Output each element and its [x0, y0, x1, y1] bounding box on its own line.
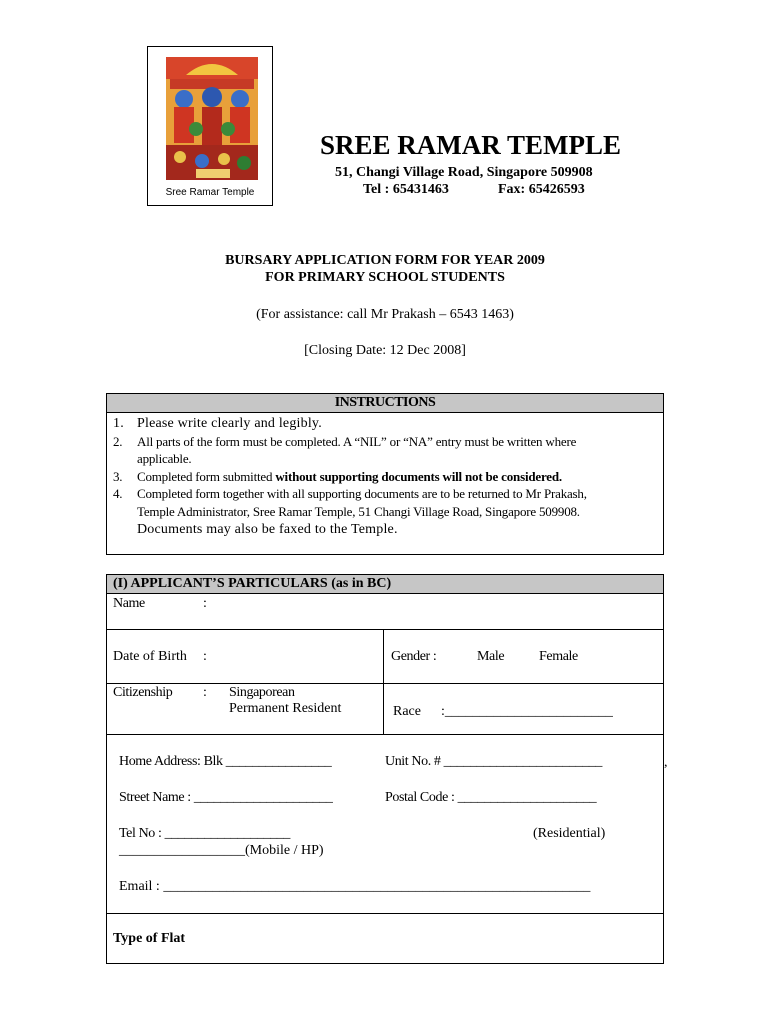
particulars-heading: (I) APPLICANT’S PARTICULARS (as in BC)	[107, 575, 663, 594]
temple-logo	[147, 46, 273, 206]
instructions-heading: INSTRUCTIONS	[107, 394, 663, 413]
form-title-line2: FOR PRIMARY SCHOOL STUDENTS	[265, 270, 505, 285]
street-name-field[interactable]: Street Name : _____________________	[119, 790, 333, 805]
dob-field[interactable]	[217, 631, 377, 681]
temple-address: 51, Changi Village Road, Singapore 509908	[335, 165, 593, 180]
row-divider	[107, 629, 663, 630]
mobile-field[interactable]: __________________(Mobile / HP)	[119, 843, 324, 858]
dob-colon: :	[203, 649, 207, 664]
instructions-list	[113, 415, 657, 538]
citizenship-option-pr[interactable]: Permanent Resident	[229, 701, 342, 716]
citizenship-option-singaporean[interactable]: Singaporean	[229, 685, 295, 700]
instructions-box	[106, 393, 664, 555]
gender-label: Gender :	[391, 649, 437, 664]
row-divider	[107, 734, 663, 735]
race-field[interactable]: :________________________	[441, 704, 613, 719]
gender-option-male[interactable]: Male	[477, 649, 505, 664]
instruction-item: 2. All parts of the form must be completed. A “NIL” or “NA” entry must be written where	[113, 433, 577, 449]
unit-no-field[interactable]: Unit No. # ________________________	[385, 754, 603, 769]
type-of-flat-label: Type of Flat	[113, 931, 186, 946]
logo-caption: Sree Ramar Temple	[165, 187, 255, 198]
name-colon: :	[203, 596, 207, 611]
row-divider	[107, 913, 663, 914]
race-label: Race	[393, 704, 421, 719]
temple-deity-image	[166, 57, 258, 180]
temple-tel: Tel : 65431463	[363, 182, 449, 197]
dob-label: Date of Birth	[113, 649, 187, 664]
temple-name: SREE RAMAR TEMPLE	[320, 130, 622, 160]
tel-no-field[interactable]: Tel No : ___________________	[119, 826, 290, 841]
gender-option-female[interactable]: Female	[539, 649, 578, 664]
temple-fax: Fax: 65426593	[498, 182, 585, 197]
home-address-field[interactable]: Home Address: Blk ________________	[119, 754, 332, 769]
name-field[interactable]	[217, 595, 657, 629]
instruction-item-continued: Temple Administrator, Sree Ramar Temple, 51 Changi Village Road, Singapore 509908.	[137, 503, 580, 519]
instruction-item: 1. Please write clearly and legibly.	[113, 416, 322, 431]
citizenship-colon: :	[203, 685, 207, 700]
assistance-note: (For assistance: call Mr Prakash – 6543 1463)	[256, 307, 514, 322]
closing-date: [Closing Date: 12 Dec 2008]	[304, 343, 466, 358]
stray-comma: ,	[664, 755, 668, 770]
row-divider	[107, 683, 663, 684]
applicant-particulars-section	[106, 574, 664, 964]
residential-label: (Residential)	[533, 826, 606, 841]
column-divider	[383, 629, 384, 735]
citizenship-label: Citizenship	[113, 685, 173, 700]
form-title-line1: BURSARY APPLICATION FORM FOR YEAR 2009	[225, 253, 545, 268]
instruction-item-continued: applicable.	[137, 451, 192, 467]
instruction-item: 4. Completed form together with all supporting documents are to be returned to Mr Prakash,	[113, 486, 587, 502]
email-field[interactable]: Email : _____________________________________________________________	[119, 879, 591, 894]
instruction-item: 3. Completed form submitted without supporting documents will not be considered.	[113, 468, 562, 484]
postal-code-field[interactable]: Postal Code : _____________________	[385, 790, 597, 805]
name-label: Name	[113, 596, 145, 611]
instruction-item-continued: Documents may also be faxed to the Temple.	[137, 521, 398, 537]
